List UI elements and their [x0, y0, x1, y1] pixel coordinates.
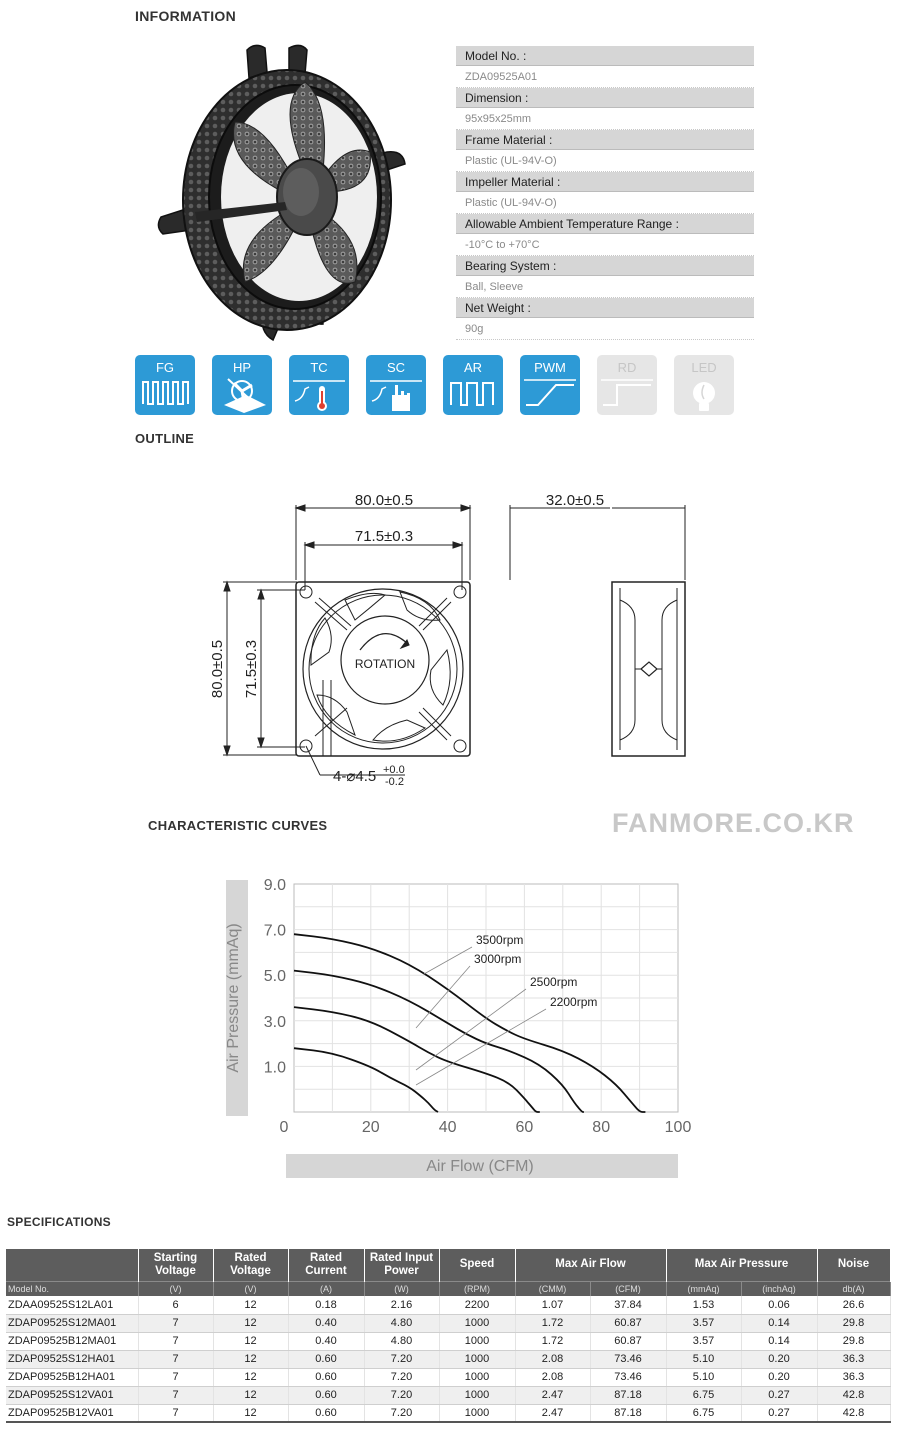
x-tick-label: 0	[279, 1119, 289, 1136]
table-cell: 0.60	[288, 1404, 364, 1422]
table-cell: 1000	[439, 1332, 515, 1350]
table-cell: 2.08	[515, 1350, 590, 1368]
hole-spec: 4-⌀4.5	[333, 768, 377, 785]
model-cell: ZDAP09525S12HA01	[6, 1350, 138, 1368]
unit-cell: (V)	[138, 1281, 213, 1296]
table-cell: 1.07	[515, 1296, 590, 1314]
table-cell: 1000	[439, 1314, 515, 1332]
table-cell: 4.80	[364, 1332, 439, 1350]
table-cell: 2.16	[364, 1296, 439, 1314]
table-row	[6, 1404, 890, 1422]
table-cell: 12	[213, 1350, 288, 1368]
info-value-net-weight: 90g	[456, 318, 754, 340]
table-cell: 42.8	[817, 1404, 890, 1422]
hole-tol-upper: +0.0	[383, 764, 405, 776]
table-cell: 7	[138, 1314, 213, 1332]
table-cell: 2200	[439, 1296, 515, 1314]
info-label-temperature-range: Allowable Ambient Temperature Range :	[456, 214, 754, 234]
table-cell: 42.8	[817, 1386, 890, 1404]
table-cell: 0.40	[288, 1332, 364, 1350]
information-title: INFORMATION	[135, 8, 237, 24]
x-tick-label: 80	[592, 1119, 611, 1136]
table-cell: 0.60	[288, 1350, 364, 1368]
pulse-wave-icon	[443, 355, 503, 415]
feature-rd	[597, 355, 657, 415]
table-cell: 0.40	[288, 1314, 364, 1332]
table-row	[6, 1350, 890, 1368]
table-cell: 12	[213, 1368, 288, 1386]
x-tick-label: 20	[361, 1119, 380, 1136]
table-cell: 0.06	[741, 1296, 817, 1314]
y-tick-label: 5.0	[263, 968, 286, 986]
table-cell: 7.20	[364, 1368, 439, 1386]
table-cell: 0.18	[288, 1296, 364, 1314]
y-tick-label: 9.0	[263, 877, 286, 894]
fan-chip-icon	[212, 355, 272, 415]
spec-units-row	[6, 1281, 890, 1296]
table-row	[6, 1314, 890, 1332]
model-cell: ZDAP09525S12MA01	[6, 1314, 138, 1332]
series-label-2500rpm: 2500rpm	[530, 975, 578, 989]
hole-tol-lower: -0.2	[385, 776, 404, 788]
table-cell: 87.18	[590, 1386, 666, 1404]
table-cell: 6	[138, 1296, 213, 1314]
feature-tc-label: TC	[310, 360, 328, 375]
table-cell: 7	[138, 1368, 213, 1386]
table-cell: 6.75	[666, 1404, 741, 1422]
table-cell: 2.47	[515, 1386, 590, 1404]
table-cell: 5.10	[666, 1368, 741, 1386]
unit-cell: db(A)	[817, 1281, 890, 1296]
brand-watermark: FANMORE.CO.KR	[612, 808, 855, 838]
spec-header-rated-power: Rated Input Power	[364, 1249, 439, 1281]
unit-cell: (mmAq)	[666, 1281, 741, 1296]
unit-cell: (inchAq)	[741, 1281, 817, 1296]
table-cell: 12	[213, 1386, 288, 1404]
feature-hp-label: HP	[232, 360, 252, 375]
square-wave-icon	[135, 355, 195, 415]
x-axis-label: Air Flow (CFM)	[426, 1158, 534, 1175]
table-cell: 36.3	[817, 1368, 890, 1386]
model-cell: ZDAP09525B12HA01	[6, 1368, 138, 1386]
spec-header-starting-voltage: Starting Voltage	[138, 1249, 213, 1281]
table-cell: 7.20	[364, 1350, 439, 1368]
spec-header-speed: Speed	[439, 1249, 515, 1281]
thermometer-icon	[289, 355, 349, 415]
ramp-icon	[520, 355, 580, 415]
table-cell: 29.8	[817, 1314, 890, 1332]
y-axis-label: Air Pressure (mmAq)	[225, 923, 242, 1073]
feature-ar	[443, 355, 503, 415]
spec-header-rated-voltage: Rated Voltage	[213, 1249, 288, 1281]
table-cell: 4.80	[364, 1314, 439, 1332]
table-cell: 12	[213, 1314, 288, 1332]
table-cell: 7	[138, 1332, 213, 1350]
table-cell: 6.75	[666, 1386, 741, 1404]
table-cell: 60.87	[590, 1332, 666, 1350]
outline-drawing	[195, 480, 715, 800]
feature-fg	[135, 355, 195, 415]
x-tick-label: 60	[515, 1119, 534, 1136]
curves-title: CHARACTERISTIC CURVES	[148, 818, 328, 833]
table-cell: 1.72	[515, 1314, 590, 1332]
feature-pwm	[520, 355, 580, 415]
outline-title: OUTLINE	[135, 431, 195, 446]
unit-cell: (CFM)	[590, 1281, 666, 1296]
info-label-dimension: Dimension :	[456, 88, 754, 108]
feature-hp	[212, 355, 272, 415]
spec-header-row	[6, 1249, 890, 1281]
info-label-net-weight: Net Weight :	[456, 298, 754, 318]
table-cell: 36.3	[817, 1350, 890, 1368]
table-cell: 0.20	[741, 1350, 817, 1368]
table-cell: 37.84	[590, 1296, 666, 1314]
table-cell: 0.27	[741, 1404, 817, 1422]
info-label-bearing-system: Bearing System :	[456, 256, 754, 276]
unit-cell: Model No.	[6, 1281, 138, 1296]
info-value-model: ZDA09525A01	[456, 66, 754, 88]
series-label-3000rpm: 3000rpm	[474, 952, 522, 966]
table-cell: 1000	[439, 1350, 515, 1368]
table-cell: 7	[138, 1350, 213, 1368]
feature-pwm-label: PWM	[534, 360, 566, 375]
table-cell: 12	[213, 1404, 288, 1422]
info-value-temperature-range: -10°C to +70°C	[456, 234, 754, 256]
table-cell: 3.57	[666, 1332, 741, 1350]
table-cell: 5.10	[666, 1350, 741, 1368]
table-cell: 2.47	[515, 1404, 590, 1422]
feature-led	[674, 355, 734, 415]
table-cell: 1000	[439, 1368, 515, 1386]
table-cell: 7	[138, 1386, 213, 1404]
model-cell: ZDAP09525S12VA01	[6, 1386, 138, 1404]
table-row	[6, 1368, 890, 1386]
bulb-icon	[674, 355, 734, 415]
info-value-frame-material: Plastic (UL-94V-O)	[456, 150, 754, 172]
info-value-impeller-material: Plastic (UL-94V-O)	[456, 192, 754, 214]
table-cell: 0.27	[741, 1386, 817, 1404]
table-cell: 12	[213, 1332, 288, 1350]
unit-cell: (W)	[364, 1281, 439, 1296]
dim-width-outer: 80.0±0.5	[354, 492, 414, 509]
table-cell: 3.57	[666, 1314, 741, 1332]
specs-title: SPECIFICATIONS	[7, 1215, 111, 1229]
spec-header-noise: Noise	[817, 1249, 890, 1281]
table-cell: 73.46	[590, 1350, 666, 1368]
info-label-model: Model No. :	[456, 46, 754, 66]
x-tick-label: 40	[438, 1119, 457, 1136]
table-cell: 0.60	[288, 1386, 364, 1404]
table-row	[6, 1332, 890, 1350]
y-tick-label: 3.0	[263, 1013, 286, 1031]
table-cell: 12	[213, 1296, 288, 1314]
unit-cell: (V)	[213, 1281, 288, 1296]
characteristic-chart	[210, 870, 710, 1190]
spec-header-rated-current: Rated Current	[288, 1249, 364, 1281]
unit-cell: (A)	[288, 1281, 364, 1296]
model-cell: ZDAP09525B12MA01	[6, 1332, 138, 1350]
step-icon	[597, 355, 657, 415]
table-cell: 0.60	[288, 1368, 364, 1386]
spec-header-max-air-pressure: Max Air Pressure	[666, 1249, 817, 1281]
feature-led-label: LED	[691, 360, 717, 375]
dim-height-inner: 71.5±0.3	[243, 639, 260, 699]
feature-ar-label: AR	[463, 360, 483, 375]
dim-width-inner: 71.5±0.3	[354, 528, 414, 545]
x-tick-label: 100	[664, 1119, 692, 1136]
table-cell: 7.20	[364, 1404, 439, 1422]
spec-header-model	[6, 1249, 138, 1281]
table-cell: 60.87	[590, 1314, 666, 1332]
table-cell: 7	[138, 1404, 213, 1422]
table-cell: 29.8	[817, 1332, 890, 1350]
model-cell: ZDAA09525S12LA01	[6, 1296, 138, 1314]
feature-fg-label: FG	[155, 360, 175, 375]
info-label-impeller-material: Impeller Material :	[456, 172, 754, 192]
series-label-3500rpm: 3500rpm	[476, 933, 524, 947]
fan-product-image	[155, 42, 415, 347]
feature-sc	[366, 355, 426, 415]
table-cell: 1.53	[666, 1296, 741, 1314]
dim-depth: 32.0±0.5	[545, 492, 605, 509]
table-cell: 2.08	[515, 1368, 590, 1386]
table-cell: 73.46	[590, 1368, 666, 1386]
table-cell: 0.14	[741, 1314, 817, 1332]
spec-header-max-air-flow: Max Air Flow	[515, 1249, 666, 1281]
table-cell: 1000	[439, 1386, 515, 1404]
table-cell: 0.14	[741, 1332, 817, 1350]
table-row	[6, 1296, 890, 1314]
table-cell: 7.20	[364, 1386, 439, 1404]
table-cell: 26.6	[817, 1296, 890, 1314]
spec-table	[6, 1249, 891, 1423]
model-cell: ZDAP09525B12VA01	[6, 1404, 138, 1422]
unit-cell: (CMM)	[515, 1281, 590, 1296]
table-row	[6, 1386, 890, 1404]
series-label-2200rpm: 2200rpm	[550, 995, 598, 1009]
table-cell: 87.18	[590, 1404, 666, 1422]
info-label-frame-material: Frame Material :	[456, 130, 754, 150]
unit-cell: (RPM)	[439, 1281, 515, 1296]
hand-control-icon	[366, 355, 426, 415]
feature-tc	[289, 355, 349, 415]
dim-height-outer: 80.0±0.5	[209, 639, 226, 699]
info-value-dimension: 95x95x25mm	[456, 108, 754, 130]
table-cell: 0.20	[741, 1368, 817, 1386]
table-cell: 1.72	[515, 1332, 590, 1350]
table-cell: 1000	[439, 1404, 515, 1422]
rotation-label: ROTATION	[354, 657, 416, 671]
y-tick-label: 7.0	[263, 922, 286, 940]
info-value-bearing-system: Ball, Sleeve	[456, 276, 754, 298]
feature-sc-label: SC	[386, 360, 406, 375]
feature-rd-label: RD	[617, 360, 637, 375]
y-tick-label: 1.0	[263, 1059, 286, 1077]
